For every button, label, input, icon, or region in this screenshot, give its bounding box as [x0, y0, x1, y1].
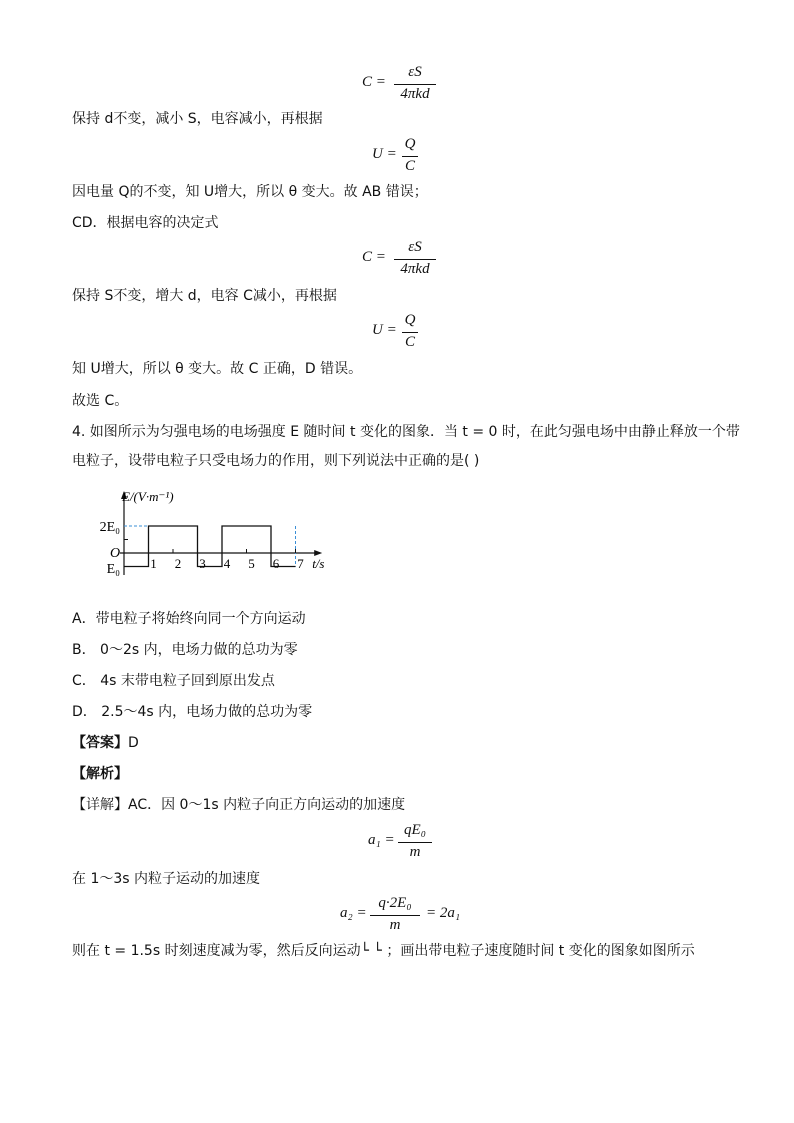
text-cd: CD．根据电容的决定式: [72, 215, 219, 231]
formula-numerator: Q: [404, 136, 416, 152]
formula-numerator: εS: [408, 64, 422, 80]
detail-line: 【详解】AC．因 0～1s 内粒子向正方向运动的加速度: [72, 797, 406, 813]
formula-voltage-1: [372, 136, 432, 176]
x-tick-label-3: 3: [199, 556, 206, 571]
formula-a2: [340, 895, 480, 935]
formula-lhs: a₂ =: [340, 905, 367, 921]
y-tick-label-2e0: 2E₀: [99, 520, 120, 535]
last-line: 则在 t = 1.5s 时刻速度减为零，然后反向运动└ └ ；画出带电粒子速度随时间 t 变化的图象如图所示: [72, 943, 695, 959]
y-tick-label-e0: E₀: [106, 562, 120, 577]
text-choose: 故选 C。: [72, 393, 129, 409]
answer-line: [72, 734, 139, 752]
formula-denominator: m: [389, 917, 401, 933]
formula-lhs: a₁ =: [368, 832, 395, 848]
option-d: D． 2.5～4s 内，电场力做的总功为零: [72, 704, 313, 720]
formula-lhs: U =: [372, 146, 397, 162]
origin-label: O: [110, 546, 121, 561]
analysis-label: 【解析】: [72, 766, 128, 782]
formula-denominator: 4πkd: [400, 261, 430, 277]
formula-denominator: C: [404, 158, 415, 174]
formula-lhs: C =: [362, 249, 386, 265]
formula-lhs: U =: [372, 322, 397, 338]
text-keep-d: 保持 d不变，减小 S，电容减小，再根据: [72, 111, 323, 127]
formula-numerator: εS: [408, 239, 422, 255]
question-line-2: 电粒子，设带电粒子只受电场力的作用，则下列说法中正确的是( ): [72, 453, 480, 469]
formula-denominator: m: [409, 844, 421, 860]
option-c: C． 4s 末带电粒子回到原出发点: [72, 673, 275, 689]
text-conclusion: 知 U增大，所以 θ 变大。故 C 正确，D 错误。: [72, 361, 363, 377]
formula-capacitance-1: [362, 64, 442, 104]
e-t-chart: [72, 485, 325, 585]
x-tick-label-2: 2: [174, 556, 182, 571]
formula-a1: [368, 822, 448, 862]
x-axis-label: t/s: [312, 556, 325, 571]
x-tick-label-6: 6: [272, 556, 280, 571]
y-axis-label: E/(V·m⁻¹): [122, 489, 174, 504]
answer-label: 【答案】: [72, 735, 128, 751]
x-tick-label-5: 5: [248, 556, 255, 571]
text-keep-s: 保持 S不变，增大 d，电容 C减小，再根据: [72, 288, 337, 304]
answer-value: D: [128, 735, 139, 751]
question-line-1: 4. 如图所示为匀强电场的电场强度 E 随时间 t 变化的图象．当 t = 0 时，在此匀强电场中由静止释放一个带: [72, 424, 740, 440]
formula-numerator: Q: [404, 312, 416, 328]
formula-lhs: C =: [362, 74, 386, 90]
formula-denominator: C: [404, 334, 415, 350]
formula-denominator: 4πkd: [400, 86, 430, 102]
text-charge-constant: 因电量 Q的不变，知 U增大，所以 θ 变大。故 AB 错误；: [72, 184, 428, 200]
formula-numerator: qE₀: [404, 822, 426, 838]
formula-numerator: q·2E₀: [378, 895, 412, 911]
formula-capacitance-2: [362, 239, 442, 279]
option-a: A．带电粒子将始终向同一个方向运动: [72, 611, 306, 627]
option-b: B． 0～2s 内，电场力做的总功为零: [72, 642, 298, 658]
formula-voltage-2: [372, 312, 432, 352]
text-1-3s: 在 1～3s 内粒子运动的加速度: [72, 871, 261, 887]
x-tick-label-1: 1: [150, 556, 157, 571]
formula-rhs: = 2a₁: [426, 905, 461, 921]
x-tick-label-7: 7: [297, 556, 304, 571]
x-tick-label-4: 4: [223, 556, 231, 571]
